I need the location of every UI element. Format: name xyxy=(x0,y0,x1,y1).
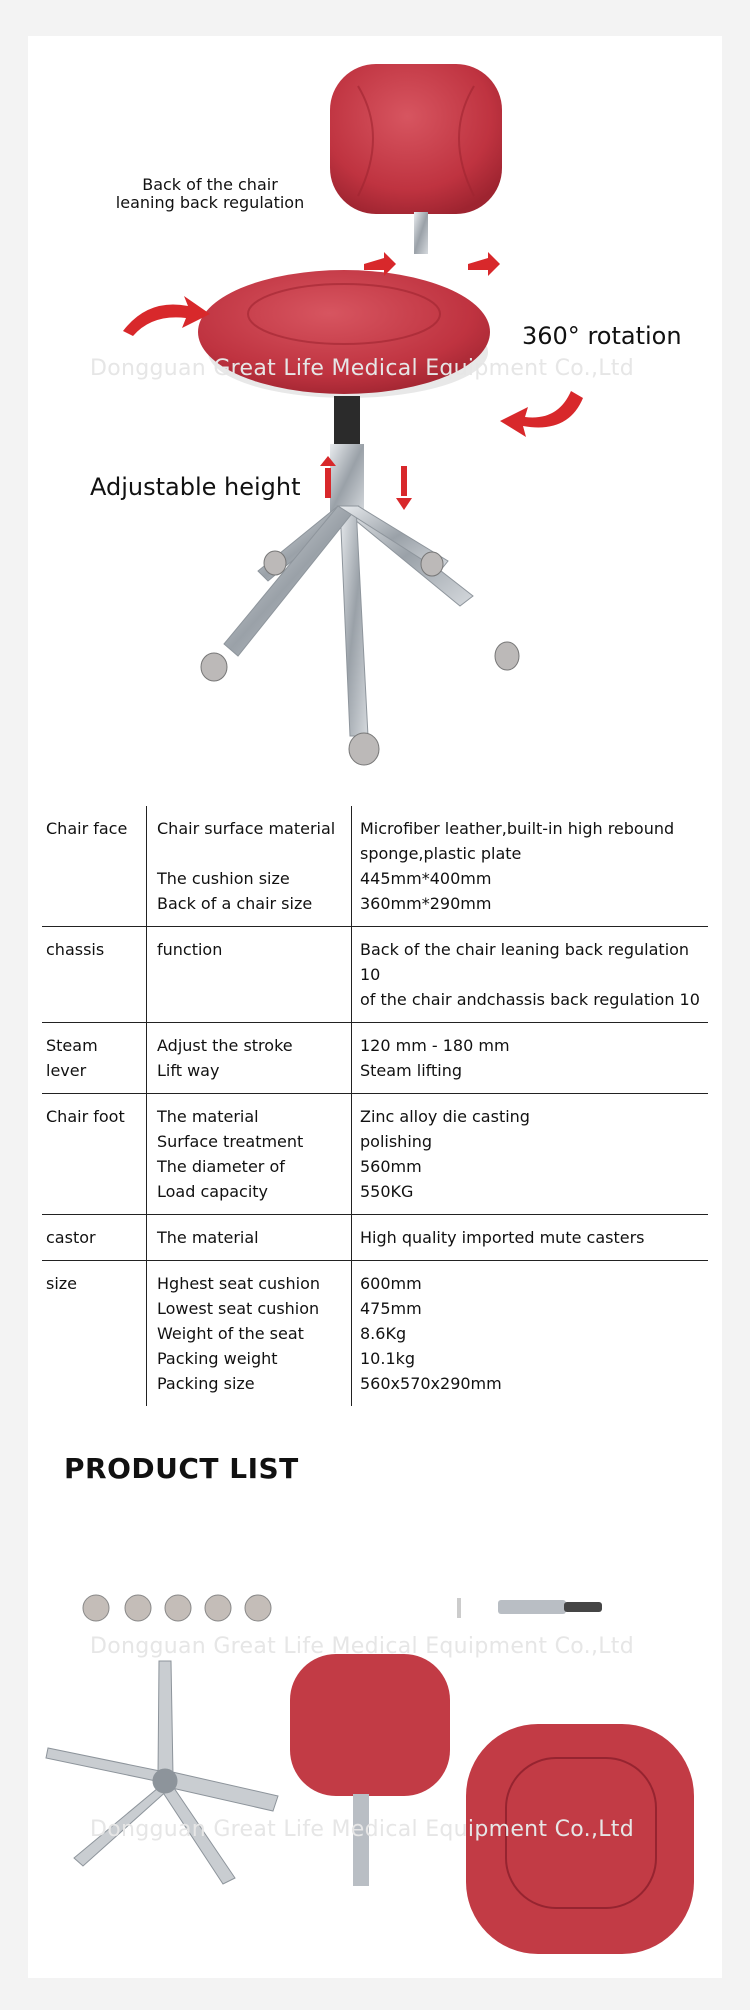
spec-category: Chair foot xyxy=(42,1094,147,1215)
spec-row xyxy=(42,1215,708,1261)
spec-category: chassis xyxy=(42,927,147,1023)
spec-value: 475mm xyxy=(360,1299,422,1318)
spec-row xyxy=(42,1261,708,1407)
spec-item: Load capacity xyxy=(157,1182,269,1201)
product-watermark-2: Dongguan Great Life Medical Equipment Co.,Ltd xyxy=(90,1817,634,1842)
spec-item: Hghest seat cushion xyxy=(157,1274,320,1293)
spec-item: The diameter of xyxy=(157,1157,285,1176)
spec-item: Lift way xyxy=(157,1061,220,1080)
spec-item xyxy=(157,841,347,866)
watermark: Dongguan Great Life Medical Equipment Co.,Ltd xyxy=(90,356,634,381)
spec-item: Adjust the stroke xyxy=(157,1036,293,1055)
spec-item: The material xyxy=(157,1228,259,1247)
spec-item: The material xyxy=(157,1107,259,1126)
spec-category: Chair face xyxy=(42,806,147,927)
spec-item: Packing size xyxy=(157,1374,255,1393)
spec-item: Back of a chair size xyxy=(157,894,313,913)
back-label-line-1: Back of the chair xyxy=(142,175,278,194)
spec-values xyxy=(352,1094,709,1215)
spec-category: size xyxy=(42,1261,147,1407)
product-detail-card xyxy=(28,36,722,1978)
spec-value: 550KG xyxy=(360,1182,414,1201)
back-label-line-2: leaning back regulation xyxy=(115,193,305,212)
spec-category: castor xyxy=(42,1215,147,1261)
spec-row xyxy=(42,806,708,927)
backrest xyxy=(330,64,502,214)
spec-value: Steam lifting xyxy=(360,1061,463,1080)
spec-values xyxy=(352,806,709,927)
spec-items xyxy=(147,1261,352,1407)
spec-row xyxy=(42,927,708,1023)
product-list-illustration xyxy=(28,1526,722,1976)
spec-value: 360mm*290mm xyxy=(360,894,492,913)
spec-items xyxy=(147,1094,352,1215)
spec-values xyxy=(352,1261,709,1407)
spec-value: High quality imported mute casters xyxy=(360,1228,645,1247)
spec-table xyxy=(42,806,708,1406)
spec-value: 120 mm - 180 mm xyxy=(360,1036,510,1055)
gas-lift-part xyxy=(498,1600,602,1614)
back-regulation-label xyxy=(90,176,330,212)
spec-value: 560x570x290mm xyxy=(360,1374,502,1393)
spec-item: Chair surface material xyxy=(157,819,336,838)
spec-item: Weight of the seat xyxy=(157,1324,304,1343)
spec-value: 600mm xyxy=(360,1274,422,1293)
spec-value: Microfiber leather,built-in high rebound xyxy=(360,819,675,838)
spec-value: 445mm*400mm xyxy=(360,869,492,888)
spec-item: Packing weight xyxy=(157,1349,278,1368)
spec-row xyxy=(42,1094,708,1215)
spec-item: Lowest seat cushion xyxy=(157,1299,320,1318)
spec-value: Back of the chair leaning back regulation 10 xyxy=(360,940,690,984)
product-watermark-1: Dongguan Great Life Medical Equipment Co.,Ltd xyxy=(90,1634,634,1659)
spec-value: Zinc alloy die casting xyxy=(360,1107,530,1126)
spec-item: Surface treatment xyxy=(157,1132,304,1151)
star-base xyxy=(224,506,473,736)
caster-set xyxy=(83,1595,271,1621)
spec-items xyxy=(147,806,352,927)
spec-value: sponge,plastic plate xyxy=(360,844,522,863)
spec-item: function xyxy=(157,940,223,959)
spec-value: 10.1kg xyxy=(360,1349,416,1368)
chair-illustration xyxy=(28,36,722,776)
height-label: Adjustable height xyxy=(90,473,301,501)
spec-items xyxy=(147,1023,352,1094)
rotation-label: 360° rotation xyxy=(522,322,682,350)
spec-values xyxy=(352,1215,709,1261)
spec-category: Steam lever xyxy=(42,1023,147,1094)
spec-value: 8.6Kg xyxy=(360,1324,407,1343)
spec-value: of the chair andchassis back regulation 10 xyxy=(360,990,700,1009)
base-part xyxy=(46,1661,278,1884)
backrest-part xyxy=(290,1654,450,1886)
spec-value: 560mm xyxy=(360,1157,422,1176)
spec-values xyxy=(352,927,709,1023)
spec-value: polishing xyxy=(360,1132,433,1151)
spec-values xyxy=(352,1023,709,1094)
product-list-title: PRODUCT LIST xyxy=(64,1452,299,1485)
spec-item: The cushion size xyxy=(157,869,290,888)
spec-row xyxy=(42,1023,708,1094)
spec-items xyxy=(147,1215,352,1261)
spec-items xyxy=(147,927,352,1023)
